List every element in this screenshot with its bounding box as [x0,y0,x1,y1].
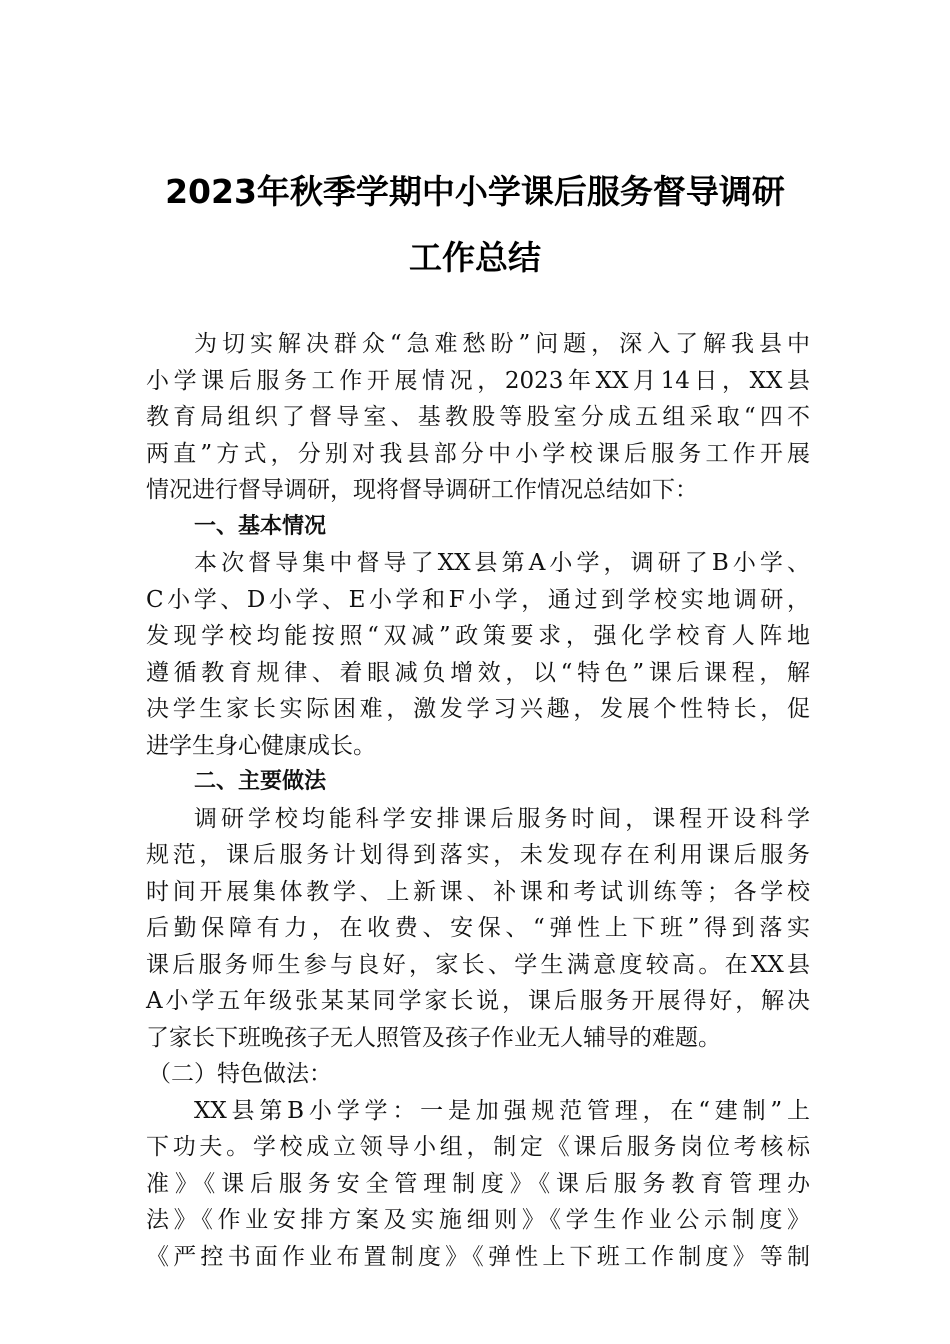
paragraph-line: 时间开展集体教学、上新课、补课和考试训练等；各学校 [146,878,810,905]
paragraph-line: XX县第B小学学：一是加强规范管理，在“建制”上 [194,1097,810,1124]
paragraph-line: 教育局组织了督导室、基教股等股室分成五组采取“四不 [146,404,810,430]
paragraph-line: 两直”方式，分别对我县部分中小学校课后服务工作开展 [146,440,810,467]
section-heading-main-practices: 二、主要做法 [194,769,327,794]
paragraph-line: 课后服务师生参与良好，家长、学生满意度较高。在XX县 [146,951,810,978]
paragraph-line: A小学五年级张某某同学家长说，课后服务开展得好，解决 [146,988,810,1014]
document-title-line-2: 工作总结 [409,238,541,277]
document-title-line-1: 2023年秋季学期中小学课后服务督导调研 [165,172,785,211]
paragraph-line: 调研学校均能科学安排课后服务时间，课程开设科学 [194,805,810,832]
paragraph-line: 遵循教育规律、着眼减负增效，以“特色”课后课程，解 [146,659,810,686]
paragraph-line: 决学生家长实际困难，激发学习兴趣，发展个性特长，促 [146,696,810,722]
paragraph-line: 后勤保障有力，在收费、安保、“弹性上下班”得到落实 [146,915,810,941]
paragraph-main-practices [146,801,810,1057]
paragraph-line: 小学课后服务工作开展情况，2023年XX月14日，XX县 [146,367,810,394]
paragraph-basic-situation [146,545,810,764]
document-body [146,326,810,1275]
paragraph-line: 下功夫。学校成立领导小组，制定《课后服务岗位考核标 [146,1134,810,1160]
paragraph-line: 为切实解决群众“急难愁盼”问题，深入了解我县中 [194,331,810,357]
paragraph-line: 法》《作业安排方案及实施细则》《学生作业公示制度》 [146,1207,810,1233]
paragraph-line: 准》《课后服务安全管理制度》《课后服务教育管理办 [146,1170,810,1197]
paragraph-line: 本次督导集中督导了XX县第A小学，调研了B小学、 [194,550,810,576]
paragraph-line: 规范，课后服务计划得到落实，未发现存在利用课后服务 [146,842,810,868]
paragraph-line: 了家长下班晚孩子无人照管及孩子作业无人辅导的难题。 [146,1024,721,1051]
paragraph-line: 进学生身心健康成长。 [146,732,376,759]
section-heading-basic-situation: 一、基本情况 [194,513,327,539]
paragraph-special-practices [146,1093,810,1276]
paragraph-line: C小学、D小学、E小学和F小学，通过到学校实地调研， [146,586,810,613]
paragraph-line: 情况进行督导调研，现将督导调研工作情况总结如下： [146,477,698,503]
paragraph-intro [146,326,810,509]
paragraph-line: 发现学校均能按照“双减”政策要求，强化学校育人阵地 [146,623,810,649]
paragraph-line: 《严控书面作业布置制度》《弹性上下班工作制度》等制 [146,1243,810,1270]
sub-heading-special-practices: （二）特色做法： [148,1061,332,1087]
